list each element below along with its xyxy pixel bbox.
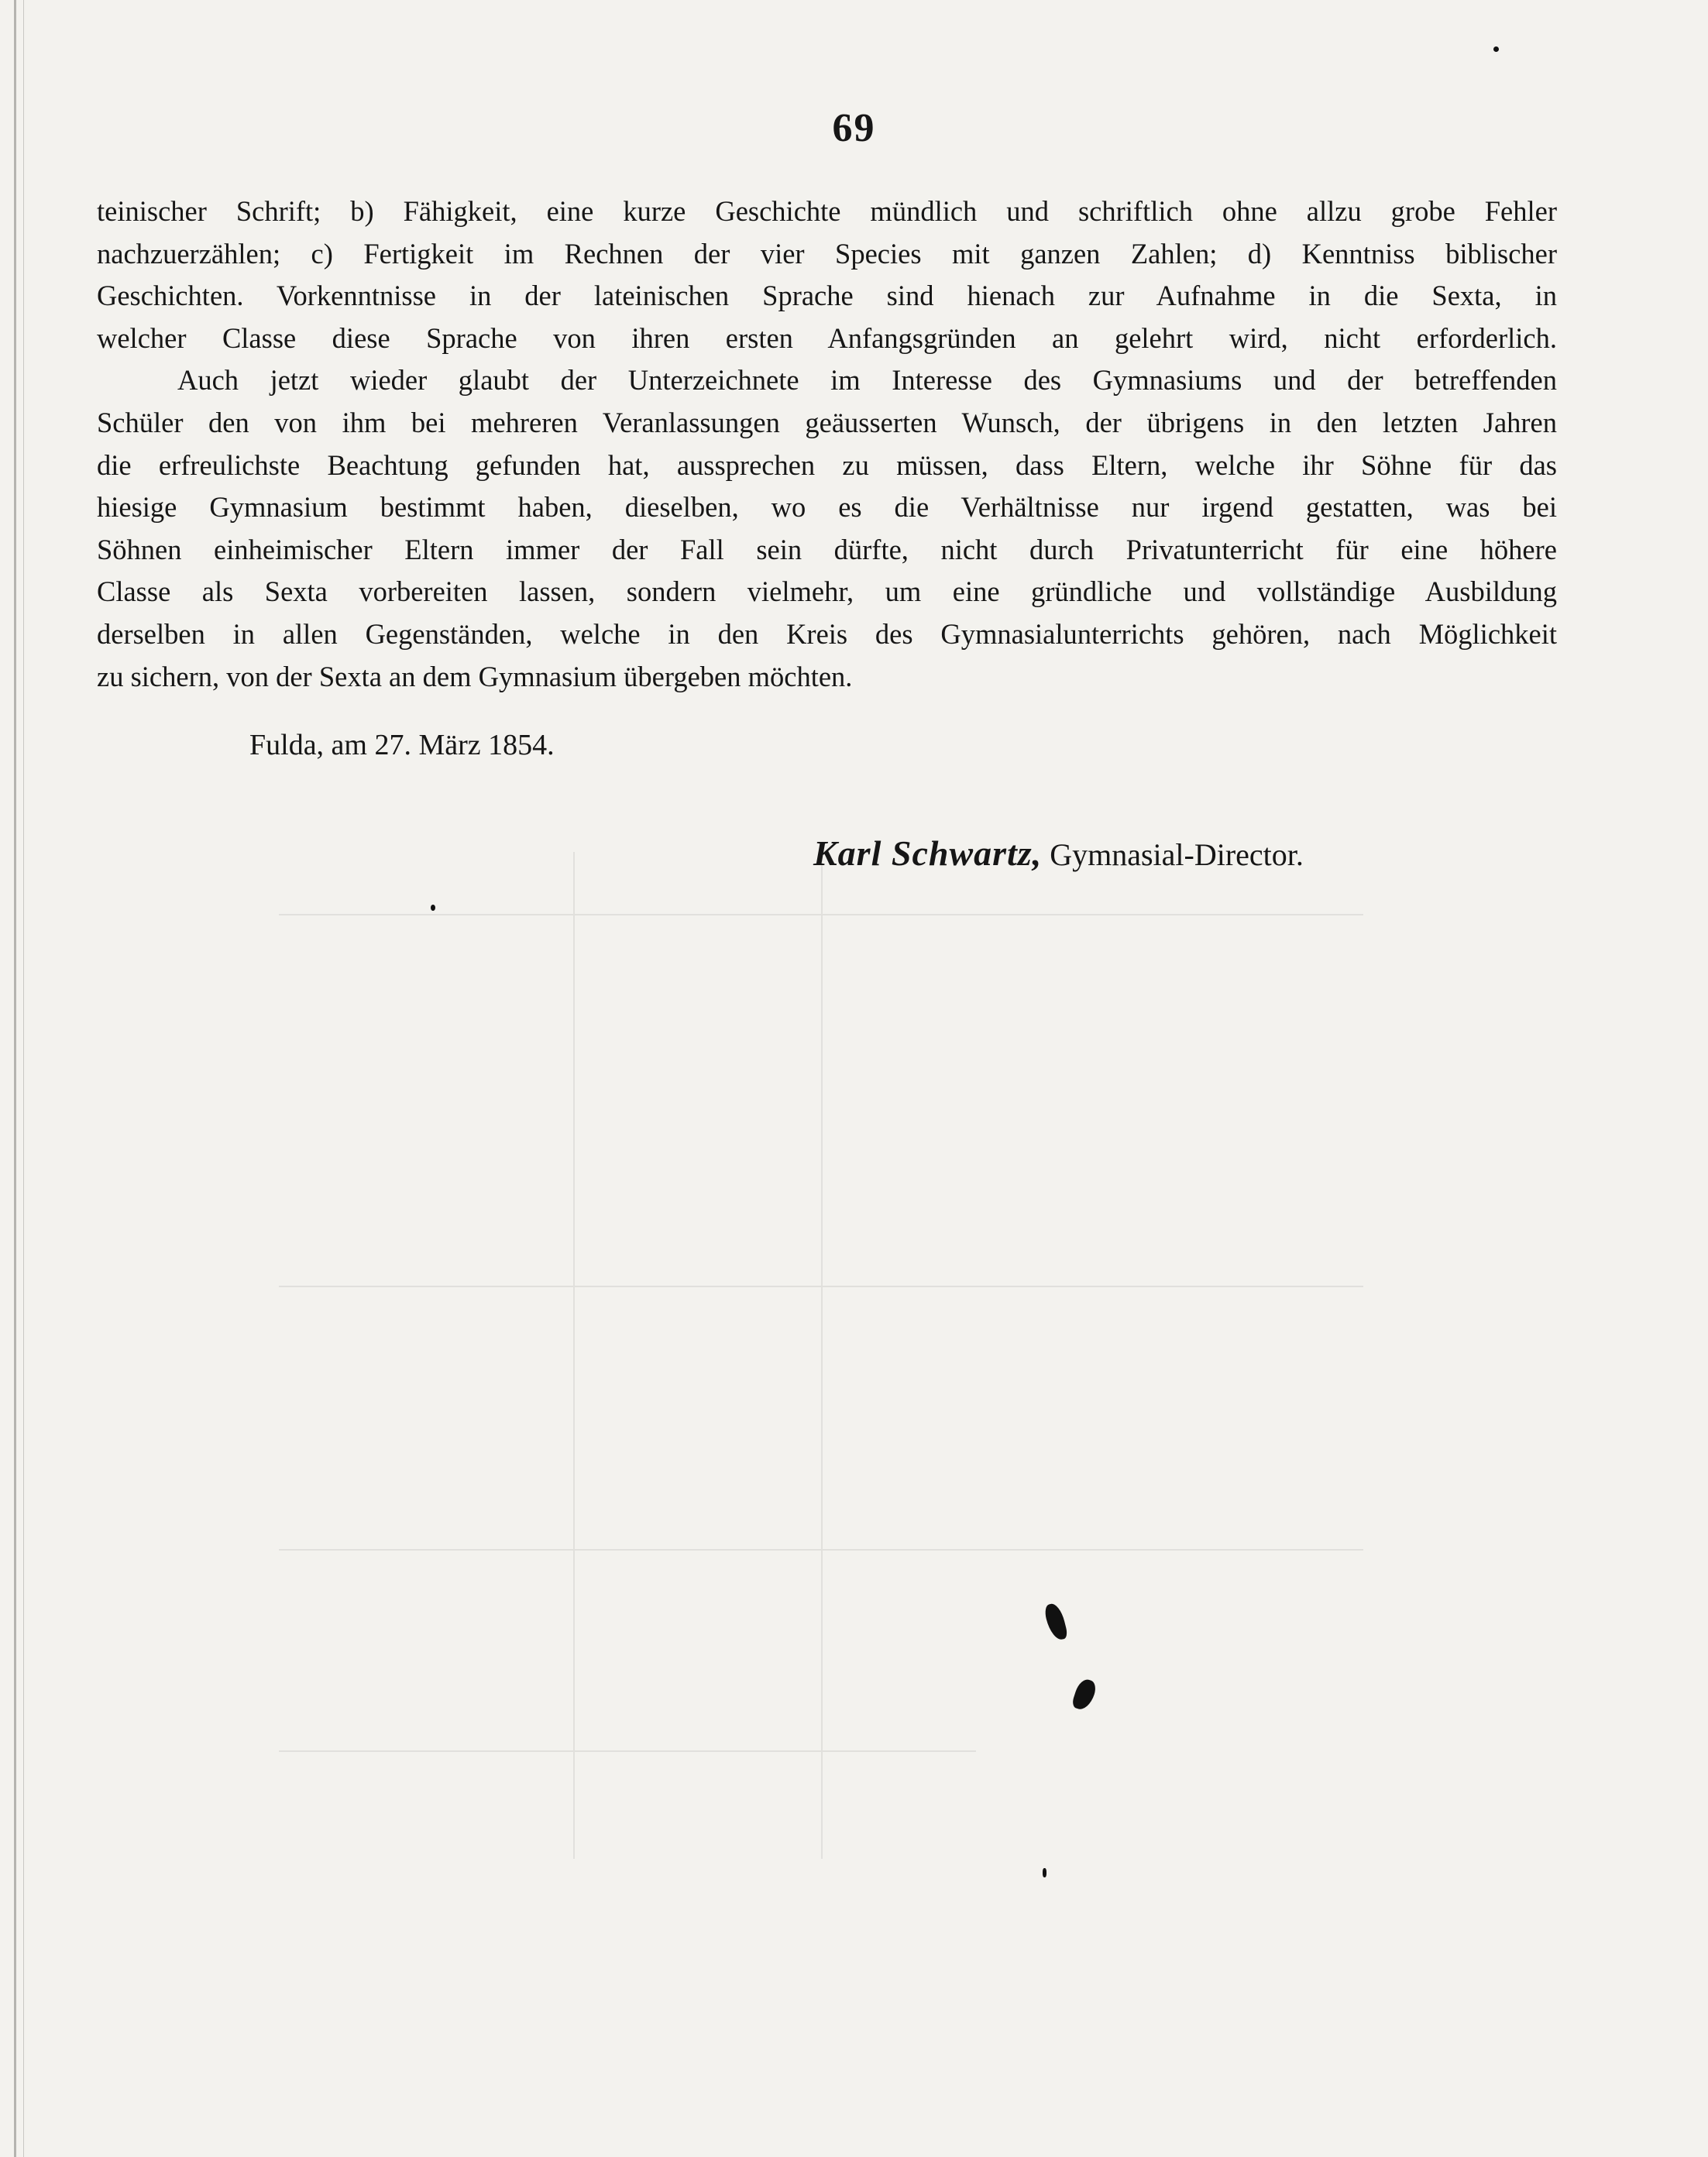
bleed-through-table-ghost [279, 852, 1557, 2091]
text-line: die erfreulichste Beachtung gefunden hat, aussprechen zu müssen, dass Eltern, welche ihr Söhne für das [97, 448, 1557, 481]
page-edge-line [23, 0, 24, 2157]
signature-block [813, 833, 1304, 874]
signature-name: Karl Schwartz, [813, 833, 1043, 873]
text-line: welcher Classe diese Sprache von ihren ersten Anfangsgründen an gelehrt wird, nicht erforderlich. [97, 321, 1557, 354]
text-line: Schüler den von ihm bei mehreren Veranlassungen geäusserten Wunsch, der übrigens in den letzten Jahren [97, 406, 1557, 438]
signature-title: Gymnasial-Director. [1050, 837, 1304, 872]
text-line: teinischer Schrift; b) Fähigkeit, eine kurze Geschichte mündlich und schriftlich ohne allzu grobe Fehler [97, 195, 1557, 227]
ink-speck [431, 905, 435, 911]
text-line: derselben in allen Gegenständen, welche in den Kreis des Gymnasialunterrichts gehören, nach Möglichkeit [97, 617, 1557, 650]
text-line: Classe als Sexta vorbereiten lassen, sondern vielmehr, um eine gründliche und vollständige Ausbildung [97, 575, 1557, 608]
page-edge-shadow [14, 0, 16, 2157]
text-line: zu sichern, von der Sexta an dem Gymnasium übergeben möchten. [97, 660, 853, 692]
page-number: 69 [832, 106, 876, 150]
text-line: Auch jetzt wieder glaubt der Unterzeichnete im Interesse des Gymnasiums und der betreffenden [177, 364, 1557, 397]
body-text [97, 191, 1557, 698]
text-line: hiesige Gymnasium bestimmt haben, dieselben, wo es die Verhältnisse nur irgend gestatten, was bei [97, 491, 1557, 524]
text-line: Söhnen einheimischer Eltern immer der Fall sein dürfte, nicht durch Privatunterricht für eine höhere [97, 533, 1557, 565]
dateline: Fulda, am 27. März 1854. [249, 729, 555, 761]
ink-speck [1493, 46, 1499, 52]
ink-speck [1043, 1868, 1046, 1877]
text-line: Geschichten. Vorkenntnisse in der lateinischen Sprache sind hienach zur Aufnahme in die Sexta, in [97, 280, 1557, 312]
text-line: nachzuerzählen; c) Fertigkeit im Rechnen der vier Species mit ganzen Zahlen; d) Kenntniss biblischer [97, 237, 1557, 270]
